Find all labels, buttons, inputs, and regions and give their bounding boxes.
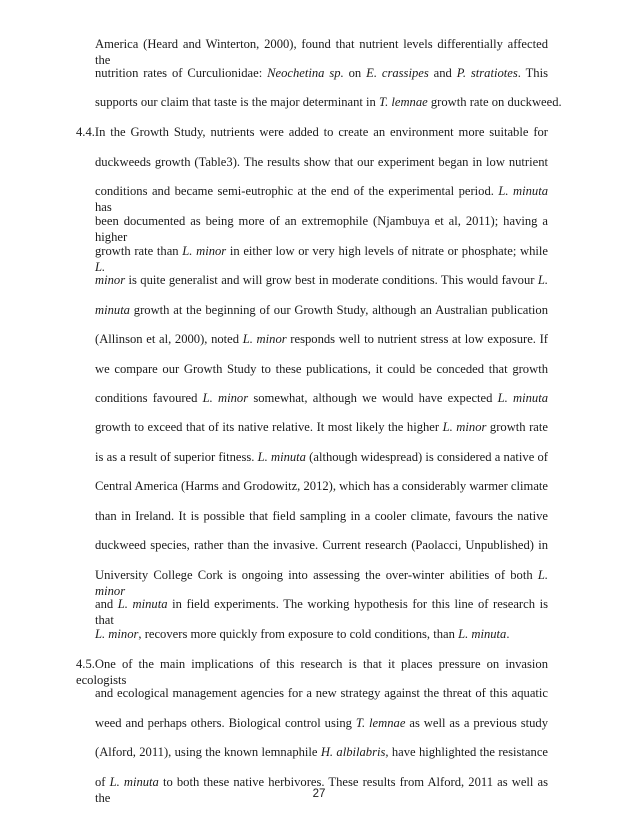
italic-text: L. minuta bbox=[117, 597, 168, 611]
italic-text: L. minor bbox=[182, 244, 227, 258]
text-run: somewhat, although we would have expected bbox=[248, 391, 498, 405]
text-run: responds well to nutrient stress at low exposure. If bbox=[286, 332, 548, 346]
italic-text: P. stratiotes bbox=[456, 66, 518, 80]
text-line bbox=[95, 390, 548, 406]
italic-text: L. bbox=[95, 260, 106, 274]
text-run: , recovers more quickly from exposure to cold conditions, than bbox=[138, 627, 459, 641]
text-run: University College Cork is ongoing into assessing the over-winter abilities of both bbox=[95, 568, 538, 582]
text-run: on bbox=[343, 66, 367, 80]
text-run: . bbox=[506, 627, 510, 641]
text-run: we compare our Growth Study to these publications, it could be conceded that growth bbox=[95, 362, 548, 376]
text-line bbox=[95, 361, 548, 377]
text-run: growth rate than bbox=[95, 244, 183, 258]
italic-text: minor bbox=[95, 273, 126, 287]
text-line bbox=[95, 213, 548, 245]
text-run: 4.5.One of the main implications of this research is that it places pressure on invasion ecologists bbox=[76, 657, 548, 687]
text-line bbox=[95, 419, 548, 435]
text-line bbox=[95, 94, 562, 110]
text-run: (Alford, 2011), using the known lemnaphile bbox=[95, 745, 321, 759]
text-run: supports our claim that taste is the major determinant in bbox=[95, 95, 379, 109]
page-number: 27 bbox=[312, 788, 326, 800]
text-run: to both these native herbivores. These results from Alford, 2011 as well as the bbox=[95, 775, 548, 805]
text-run: and bbox=[428, 66, 457, 80]
italic-text: L. minuta bbox=[458, 627, 507, 641]
text-run: (although widespread) is considered a native of bbox=[305, 450, 548, 464]
text-run: growth at the beginning of our Growth Study, although an Australian publication bbox=[129, 303, 548, 317]
italic-text: L. minor bbox=[95, 627, 139, 641]
text-line bbox=[95, 567, 548, 599]
text-run: conditions and became semi-eutrophic at the end of the experimental period. bbox=[95, 184, 499, 198]
text-run: have highlighted the resistance bbox=[388, 745, 548, 759]
text-run: is quite generalist and will grow best in moderate conditions. This would favour bbox=[125, 273, 538, 287]
text-run: and ecological management agencies for a new strategy against the threat of this aquatic bbox=[95, 686, 548, 700]
text-line bbox=[95, 65, 548, 81]
text-run: duckweeds growth (Table3). The results show that our experiment began in low nutrient bbox=[95, 155, 548, 169]
text-run: of bbox=[95, 775, 110, 789]
text-run: (Allinson et al, 2000), noted bbox=[95, 332, 243, 346]
text-line bbox=[95, 36, 548, 68]
text-line bbox=[95, 183, 548, 215]
italic-text: L. minor bbox=[442, 420, 487, 434]
italic-text: minuta bbox=[95, 303, 130, 317]
text-line bbox=[95, 537, 548, 553]
text-line bbox=[95, 508, 548, 524]
text-line bbox=[95, 715, 548, 731]
text-run: growth rate bbox=[486, 420, 548, 434]
text-run: Central America (Harms and Grodowitz, 2012), which has a considerably warmer climate bbox=[95, 479, 548, 493]
italic-text: L. minuta bbox=[497, 391, 549, 405]
italic-text: E. crassipes bbox=[366, 66, 429, 80]
italic-text: L. minuta bbox=[498, 184, 548, 198]
italic-text: L. minor bbox=[202, 391, 249, 405]
text-run: is as a result of superior fitness. bbox=[95, 450, 258, 464]
text-line bbox=[95, 685, 548, 701]
text-run: . This bbox=[517, 66, 548, 80]
text-line bbox=[95, 744, 548, 760]
text-run: duckweed species, rather than the invasive. Current research (Paolacci, Unpublished) in bbox=[95, 538, 548, 552]
text-run: conditions favoured bbox=[95, 391, 203, 405]
text-run: than in Ireland. It is possible that field sampling in a cooler climate, favours the native bbox=[95, 509, 548, 523]
italic-text: L. minuta bbox=[257, 450, 306, 464]
text-run: 4.4.In the Growth Study, nutrients were added to create an environment more suitable for bbox=[76, 125, 548, 139]
text-run: in field experiments. The working hypothesis for this line of research is that bbox=[95, 597, 548, 627]
text-line bbox=[76, 656, 548, 688]
text-run: as well as a previous study bbox=[405, 716, 549, 730]
italic-text: Neochetina sp. bbox=[267, 66, 344, 80]
italic-text: H. albilabris, bbox=[320, 745, 389, 759]
text-line bbox=[95, 478, 548, 494]
text-run: growth rate on duckweed. bbox=[427, 95, 562, 109]
text-line bbox=[76, 124, 548, 140]
text-run: and bbox=[95, 597, 118, 611]
text-line bbox=[95, 243, 548, 275]
text-line bbox=[95, 331, 548, 347]
italic-text: L. minor bbox=[95, 568, 548, 598]
italic-text: T. lemnae bbox=[379, 95, 428, 109]
text-run: growth to exceed that of its native relative. It most likely the higher bbox=[95, 420, 443, 434]
text-line bbox=[95, 302, 548, 318]
text-run: been documented as being more of an extremophile (Njambuya et al, 2011); having a higher bbox=[95, 214, 548, 244]
italic-text: L. minor bbox=[242, 332, 287, 346]
text-line bbox=[95, 596, 548, 628]
text-line bbox=[95, 449, 548, 465]
text-line bbox=[95, 154, 548, 170]
italic-text: T. lemnae bbox=[355, 716, 406, 730]
text-run: nutrition rates of Curculionidae: bbox=[95, 66, 268, 80]
text-run: has bbox=[95, 200, 112, 214]
text-line bbox=[95, 272, 548, 288]
text-run: America (Heard and Winterton, 2000), found that nutrient levels differentially affected the bbox=[95, 37, 548, 67]
text-line bbox=[95, 626, 548, 642]
italic-text: L. minuta bbox=[109, 775, 159, 789]
text-run: weed and perhaps others. Biological control using bbox=[95, 716, 356, 730]
text-run: in either low or very high levels of nitrate or phosphate; while bbox=[226, 244, 548, 258]
italic-text: L. bbox=[537, 273, 548, 287]
